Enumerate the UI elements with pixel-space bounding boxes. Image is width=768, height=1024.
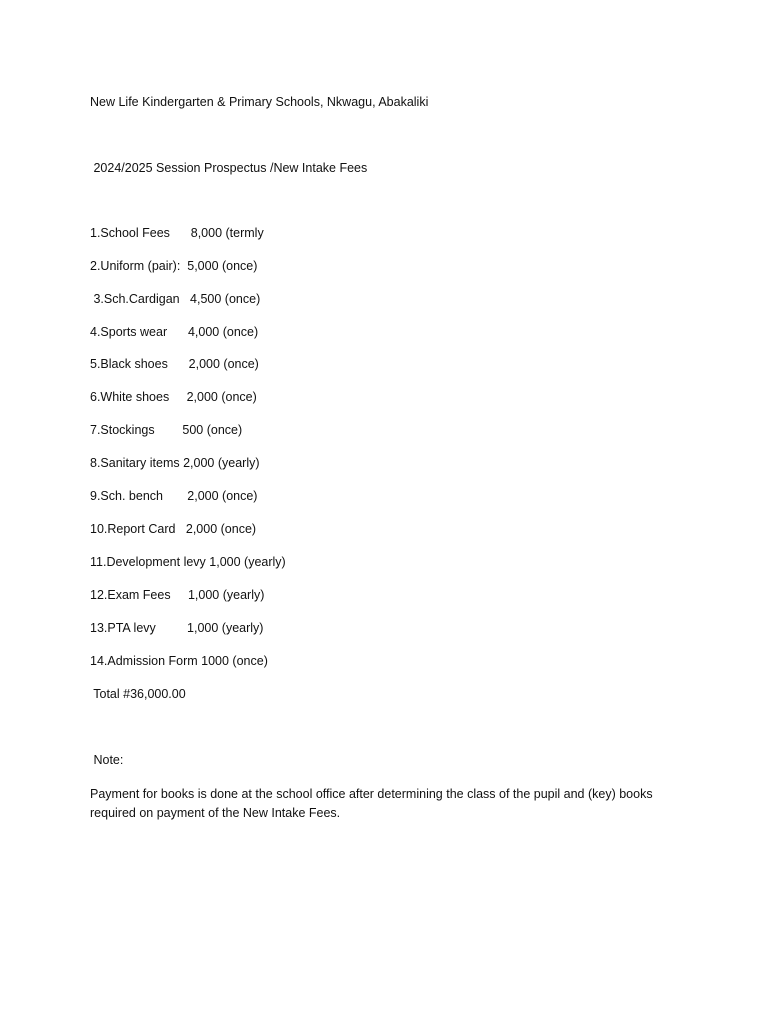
session-title: 2024/2025 Session Prospectus /New Intake Fees: [90, 161, 368, 175]
fee-item: 1.School Fees 8,000 (termly: [90, 226, 264, 240]
fees-total: Total #36,000.00: [90, 687, 186, 701]
fee-item: 4.Sports wear 4,000 (once): [90, 325, 259, 339]
fee-item: 9.Sch. bench 2,000 (once): [90, 489, 258, 503]
note-body: Payment for books is done at the school office after determining the class of the pupil and (key) books required on payment of the New Intake Fees.: [90, 787, 653, 820]
fee-item: 6.White shoes 2,000 (once): [90, 390, 257, 404]
fee-item: 8.Sanitary items 2,000 (yearly): [90, 456, 260, 470]
fee-item: 7.Stockings 500 (once): [90, 423, 243, 437]
school-name: New Life Kindergarten & Primary Schools, Nkwagu, Abakaliki: [90, 95, 429, 109]
note-heading: Note:: [90, 753, 124, 767]
fee-item: 2.Uniform (pair): 5,000 (once): [90, 259, 258, 273]
fee-item: 13.PTA levy 1,000 (yearly): [90, 621, 264, 635]
fee-item: 14.Admission Form 1000 (once): [90, 654, 268, 668]
fee-item: 5.Black shoes 2,000 (once): [90, 357, 259, 371]
fee-item: 12.Exam Fees 1,000 (yearly): [90, 588, 265, 602]
fee-item: 3.Sch.Cardigan 4,500 (once): [90, 292, 261, 306]
fee-item: 10.Report Card 2,000 (once): [90, 522, 257, 536]
fee-item: 11.Development levy 1,000 (yearly): [90, 555, 286, 569]
